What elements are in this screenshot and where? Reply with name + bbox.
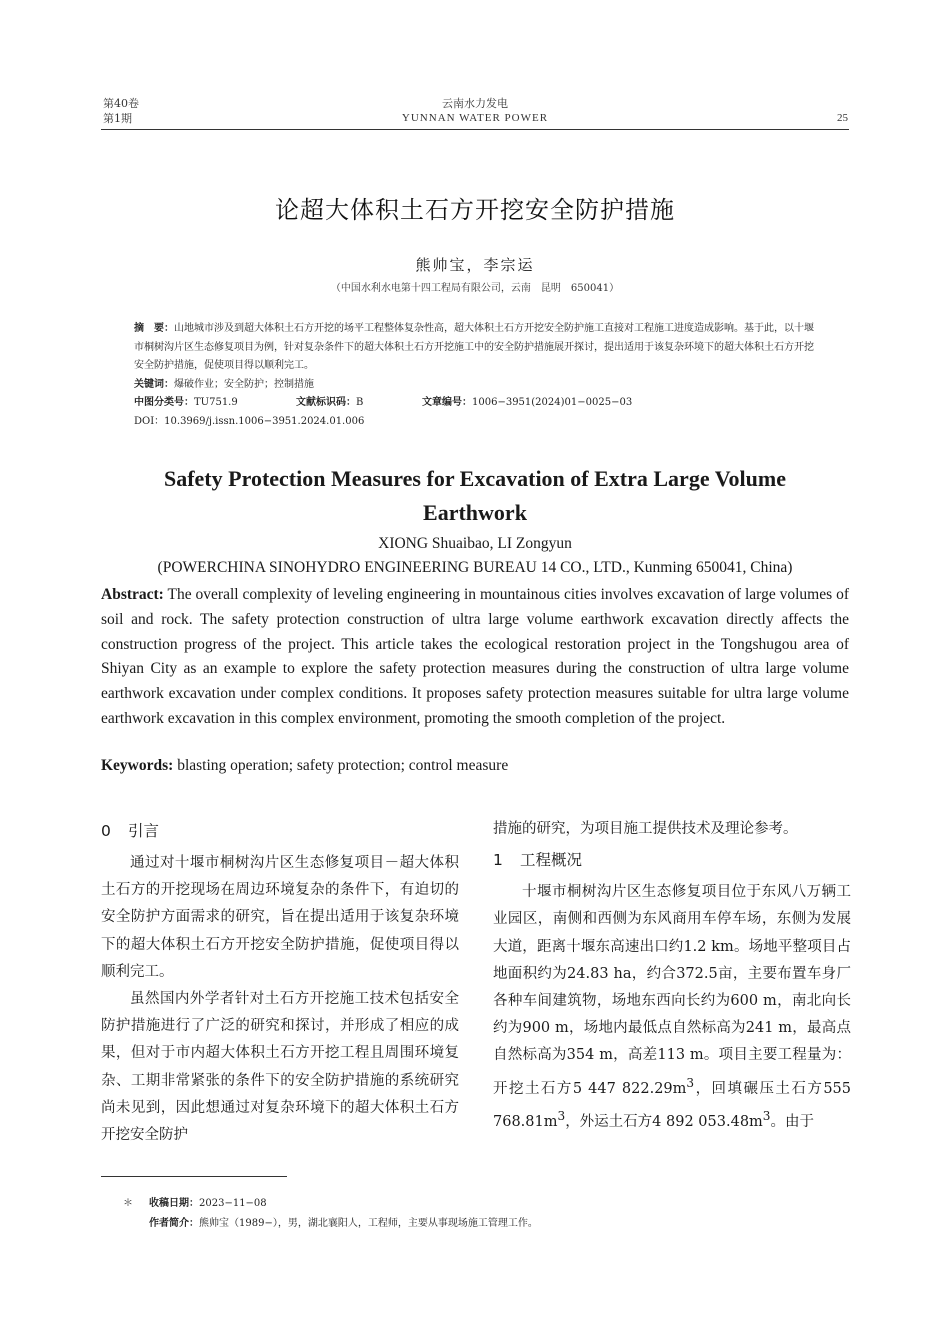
abstract-cn-text: 山地城市涉及到超大体积土石方开挖的场平工程整体复杂性高，超大体积土石方开挖安全防护施工直接对工程施工进度造成影响。基于此，以十堰市桐树沟片区生态修复项目为例，针对复杂条件下的超大体积土石方开挖施工中的安全防护措施展开探讨，提出适用于该复杂环境下的超大体积土石方开挖安全防护措施，促使项目得以顺利完工。 — [134, 323, 814, 371]
keywords-cn-text: 爆破作业；安全防护；控制措施 — [174, 378, 314, 390]
authors-cn: 熊帅宝，李宗运 — [415, 256, 535, 274]
running-header-center — [0, 96, 950, 126]
footnote — [123, 1194, 538, 1234]
author-bio — [123, 1214, 538, 1234]
header-divider — [101, 129, 849, 130]
issue-label: 第1期 — [103, 112, 132, 125]
paragraph-text: ，回填碾压土石方555 768.81m — [493, 1080, 851, 1130]
paragraph: 虽然国内外学者针对土石方开挖施工技术包括安全防护措施进行了广泛的研究和探讨，并形成了相应的成果，但对于市内超大体积土石方开挖工程且周围环境复杂、工期非常紧张的条件下的安全防护措施的系统研究尚未见到，因此想通过对复杂环境下的超大体积土石方开挖安全防护 — [101, 991, 459, 1144]
section-title: 引言 — [128, 822, 160, 840]
abstract-cn-block — [134, 320, 818, 431]
bio-label: 作者简介： — [149, 1218, 199, 1229]
paragraph-text: ，外运土石方4 892 053.48m — [565, 1113, 763, 1130]
paragraph-continuation: 措施的研究，为项目施工提供技术及理论参考。 — [493, 821, 798, 837]
superscript: 3 — [557, 1108, 566, 1123]
abstract-en — [101, 583, 849, 732]
authors-en: XIONG Shuaibao, LI Zongyun — [378, 535, 572, 552]
affiliation-cn: （中国水利水电第十四工程局有限公司，云南 昆明 650041） — [330, 283, 620, 294]
keywords-en-text: blasting operation; safety protection; control measure — [173, 757, 509, 774]
affiliation-en: (POWERCHINA SINOHYDRO ENGINEERING BUREAU 14 CO., LTD., Kunming 650041, China) — [157, 559, 793, 576]
abstract-cn — [134, 320, 818, 376]
superscript: 3 — [686, 1075, 695, 1090]
received-label: 收稿日期： — [149, 1198, 199, 1209]
paragraph-text: 十堰市桐树沟片区生态修复项目位于东风八万辆工业园区，南侧和西侧为东风商用车停车场，东侧为发展大道，距离十堰东高速出口约1.2 km。场地平整项目占地面积约为24.83 ha，约合372.5亩，主要布置车身厂各种车间建筑物，场地东西向长约为600 m，南北向长约为900 m，场地内最低点自然标高为241 m，最高点自然标高为354 m，高差113 m。项目主要工程量为：开挖土石方5 447 822.29m — [493, 884, 851, 1097]
keywords-en — [101, 757, 849, 775]
received-date — [123, 1194, 538, 1214]
section-title: 工程概况 — [520, 851, 583, 870]
journal-name-cn: 云南水力发电 — [442, 97, 508, 110]
paragraph — [493, 879, 851, 1135]
paragraph-text: 。由于 — [770, 1113, 814, 1130]
abstract-en-text: The overall complexity of leveling engineering in mountainous cities involves excavation of large volumes of soil and rock. The safety protection construction of ultra large volume earthwork excavation directly affects the construction progress of the project. This article takes the ecological restoration project in the Tongshugou area of Shiyan City as an example to explore the safety protection measures during the construction of ultra large volume earthwork excavation under complex conditions. It proposes safety protection measures suitable for ultra large volume earthwork excavation in this complex environment, promoting the smooth completion of the project. — [101, 586, 849, 727]
section-number: 1 — [493, 851, 503, 870]
superscript: 3 — [762, 1108, 771, 1123]
keywords-en-label: Keywords: — [101, 757, 174, 774]
received-value: 2023−11−08 — [199, 1198, 267, 1209]
bio-value: 熊帅宝（1989−），男，湖北襄阳人，工程师，主要从事现场施工管理工作。 — [199, 1218, 538, 1229]
footnote-marker: ＊ — [123, 1198, 133, 1209]
keywords-cn — [134, 376, 818, 395]
doc-code-label: 文献标识码： — [296, 397, 356, 408]
footnote-divider — [101, 1176, 287, 1177]
doc-code-value: B — [356, 397, 364, 408]
article-title-en: Safety Protection Measures for Excavation of Extra Large Volume Earthwork — [163, 466, 786, 525]
body-column-right — [493, 816, 851, 1136]
abstract-cn-label: 摘 要： — [134, 323, 174, 334]
clc-label: 中图分类号： — [134, 397, 194, 408]
abstract-en-label: Abstract: — [101, 586, 164, 603]
keywords-cn-label: 关键词： — [134, 378, 174, 390]
doi: DOI：10.3969/j.issn.1006−3951.2024.01.006 — [134, 415, 365, 427]
page-number: 25 — [837, 112, 848, 124]
clc-value: TU751.9 — [194, 397, 238, 408]
article-title-cn: 论超大体积土石方开挖安全防护措施 — [275, 196, 675, 224]
article-no-label: 文章编号： — [422, 397, 472, 408]
section-heading-0 — [101, 816, 459, 846]
article-no-value: 1006−3951(2024)01−0025−03 — [472, 397, 633, 408]
body-column-left — [101, 816, 459, 1149]
section-number: 0 — [101, 822, 111, 840]
section-heading-1 — [493, 845, 851, 875]
paragraph: 通过对十堰市桐树沟片区生态修复项目－超大体积土石方的开挖现场在周边环境复杂的条件下，有迫切的安全防护方面需求的研究，旨在提出适用于该复杂环境下的超大体积土石方开挖安全防护措施，促使项目得以顺利完工。 — [101, 855, 459, 980]
journal-name-en: YUNNAN WATER POWER — [401, 112, 549, 124]
classification-row — [134, 394, 818, 413]
volume-label: 第40卷 — [103, 97, 139, 110]
